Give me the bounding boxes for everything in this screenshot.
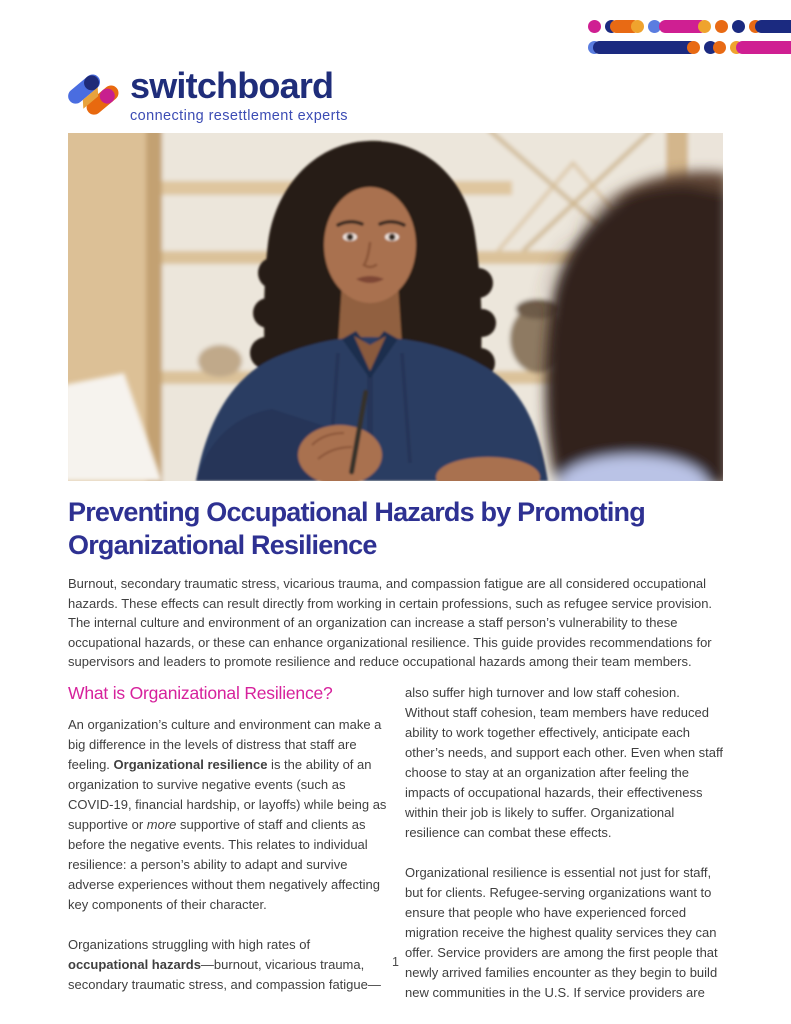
brand-name: switchboard (130, 65, 334, 106)
deco-dot (588, 20, 601, 33)
dots-decoration-row (588, 20, 791, 33)
switchboard-logo (64, 64, 348, 124)
paragraph: also suffer high turnover and low staff cohesion. Without staff cohesion, team members have reduced ability to work together effectively, anticipate each other’s needs, and support each other. Even when staff choose to stay at an organization after feeling the impacts of occupational hazards, their effectiveness within their job is likely to suffer. Organizational resilience can combat these effects. (405, 685, 723, 840)
paragraph: Organizations struggling with high rates of occupational hazards—burnout, vicarious trauma, secondary traumatic stress, and compassion fatigue— (68, 937, 381, 992)
deco-pill (736, 41, 791, 54)
paragraph: An organization’s culture and environment can make a big difference in the levels of distress that staff are feeling. Organizational resilience is the ability of an organization to survive negative events (such as COVID-19, financial hardship, or layoffs) while being as supportive or more supportive of staff and clients as before the negative events. This relates to individual resilience: a person’s ability to adapt and survive adverse experiences without them negatively affecting key components of their character. (68, 717, 387, 912)
right-column (405, 683, 724, 1023)
article-columns (68, 683, 724, 1023)
dots-decoration-row (588, 41, 791, 54)
logo-text (130, 65, 348, 124)
hero-photo (68, 133, 723, 481)
paragraph: Organizational resilience is essential not just for staff, but for clients. Refugee-serving organizations want to ensure that people who have experienced forced migration receive the highest quality services they can offer. Service providers are among the first people that newly arrived families encounter as they begin to build new communities in the U.S. If service providers are (405, 865, 718, 1000)
deco-dot (715, 20, 728, 33)
deco-dot (698, 20, 711, 33)
page-title-line1: Preventing Occupational Hazards by Promoting (68, 497, 645, 527)
dots-decoration (588, 20, 791, 62)
page-number: 1 (392, 955, 399, 969)
deco-dot (713, 41, 726, 54)
deco-dot (631, 20, 644, 33)
deco-pill (755, 20, 791, 33)
intro-paragraph: Burnout, secondary traumatic stress, vicarious trauma, and compassion fatigue are all considered occupational hazards. These effects can result directly from working in certain professions, such as refugee service provision. The internal culture and environment of an organization can increase a staff person’s vulnerability to these occupational hazards, or these can enhance organizational resilience. This guide provides recommendations for supervisors and leaders to promote resilience and reduce occupational hazards among their team members. (68, 576, 713, 669)
left-column (68, 683, 387, 1023)
deco-dot (687, 41, 700, 54)
page-title-line2: Organizational Resilience (68, 529, 377, 560)
brand-tagline: connecting resettlement experts (130, 108, 348, 124)
section-heading: What is Organizational Resilience? (68, 683, 333, 703)
deco-pill (593, 41, 697, 54)
deco-dot (732, 20, 745, 33)
switchboard-logo-icon (64, 64, 124, 124)
page-title (68, 496, 758, 562)
